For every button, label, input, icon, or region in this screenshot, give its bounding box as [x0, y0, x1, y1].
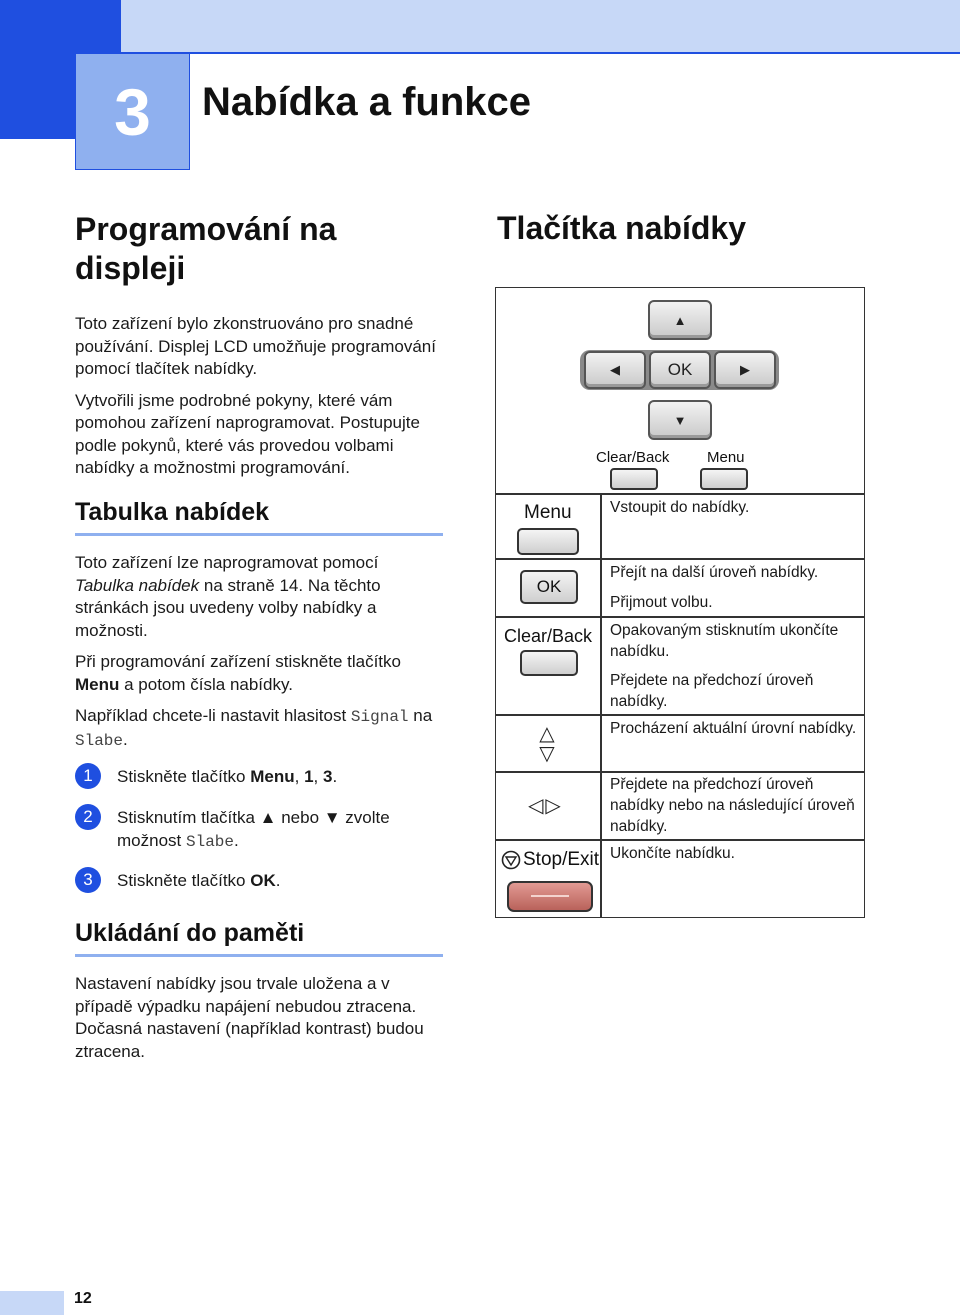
heading-line2: displeji	[75, 250, 186, 286]
pad-right-button[interactable]	[714, 351, 776, 389]
step-number-badge: 3	[75, 867, 101, 893]
page-number: 12	[74, 1290, 92, 1307]
menu-table-para1	[75, 552, 435, 642]
row-clear-back-desc1: Opakovaným stisknutím ukončíte nabídku.	[610, 622, 839, 660]
section-rule	[75, 533, 443, 536]
arrow-up-icon: ▲	[673, 312, 687, 328]
row-divider	[496, 558, 864, 560]
step-number-badge: 1	[75, 763, 101, 789]
section-programming	[75, 210, 455, 480]
pad-down-button[interactable]	[648, 400, 712, 440]
pad-menu-button[interactable]	[700, 468, 748, 490]
row-leftright-desc: Přejdete na předchozí úroveň nabídky nebo na následující úroveň nabídky.	[610, 776, 855, 835]
row-divider	[496, 616, 864, 618]
heading-line1: Programování na	[75, 211, 337, 247]
row-stop-exit-desc: Ukončíte nabídku.	[610, 845, 735, 862]
header-band-line	[121, 52, 960, 54]
row-divider	[496, 839, 864, 841]
text-bold: 3	[323, 767, 333, 786]
row-clear-back-desc2: Přejdete na předchozí úroveň nabídky.	[610, 672, 814, 710]
pad-left-button[interactable]	[584, 351, 646, 389]
text-run: .	[234, 830, 239, 850]
section-programming-heading	[75, 210, 455, 288]
text-run: Například chcete-li nastavit hlasitost	[75, 706, 351, 725]
arrow-left-icon: ◀	[610, 362, 620, 377]
text-run: ,	[313, 767, 323, 786]
pad-menu-label: Menu	[707, 449, 745, 466]
header-band-light	[121, 0, 960, 53]
row-updown-desc: Procházení aktuální úrovní nabídky.	[610, 720, 857, 737]
chapter-title: Nabídka a funkce	[202, 80, 532, 124]
section-memory	[75, 919, 443, 1063]
step-2-text	[117, 807, 447, 853]
text-run: Při programování zařízení stiskněte tlačítko	[75, 652, 401, 671]
text-run: Toto zařízení lze naprogramovat pomocí	[75, 553, 379, 572]
chapter-number-box	[75, 54, 190, 170]
text-bold: Menu	[250, 767, 295, 786]
text-run: .	[275, 871, 281, 890]
stop-exit-key-bar	[531, 895, 569, 897]
menu-table-para2	[75, 651, 443, 696]
section-rule	[75, 954, 443, 957]
row-ok-desc2: Přijmout volbu.	[610, 594, 713, 611]
text-run: Stisknutím tlačítka ▲ nebo ▼ zvolte možnost	[117, 808, 390, 850]
pad-up-button[interactable]	[648, 300, 712, 340]
section-memory-heading: Ukládání do paměti	[75, 919, 305, 947]
step-1	[75, 763, 101, 789]
section-programming-para1: Toto zařízení bylo zkonstruováno pro snadné používání. Displej LCD umožňuje programování pomocí tlačítek nabídky.	[75, 314, 436, 378]
menu-key[interactable]	[517, 528, 579, 555]
step-number-badge: 2	[75, 804, 101, 830]
row-divider	[496, 493, 864, 495]
section-menu-table	[75, 498, 443, 752]
pad-ok-label: OK	[667, 360, 693, 379]
menu-table-para3	[75, 705, 443, 752]
menu-table-link[interactable]: Tabulka nabídek	[75, 575, 200, 595]
stop-icon	[501, 850, 521, 870]
text-run: .	[123, 729, 128, 749]
stop-exit-key[interactable]	[507, 881, 593, 912]
left-right-arrows-label: ◁▷	[528, 795, 563, 817]
stop-icon-svg	[501, 850, 521, 870]
text-run: Stiskněte tlačítko	[117, 767, 251, 786]
row-divider	[496, 771, 864, 773]
chapter-number: 3	[114, 74, 151, 149]
up-down-arrows-icon	[536, 724, 558, 764]
arrow-down-icon: ▼	[673, 412, 687, 428]
text-run: na straně 14. Na těchto stránkách jsou uvedeny volby nabídky a možnosti.	[75, 575, 381, 640]
text-mono: Signal	[350, 708, 409, 726]
text-run: ,	[294, 767, 305, 786]
row-menu-desc: Vstoupit do nabídky.	[610, 499, 750, 516]
row-stop-exit-name: Stop/Exit	[523, 849, 600, 870]
step-3-text	[117, 870, 447, 893]
up-down-arrows-label: △▽	[539, 723, 555, 765]
pad-ok-button[interactable]	[649, 351, 711, 389]
row-menu-name: Menu	[524, 502, 572, 523]
pad-clear-back-label: Clear/Back	[596, 449, 670, 466]
text-run: Stiskněte tlačítko	[117, 871, 251, 890]
section-memory-para: Nastavení nabídky jsou trvale uložena a v případě výpadku napájení nebudou ztracena. Dočasná nastavení (například kontrast) budou ztracena.	[75, 974, 424, 1061]
column-divider	[600, 493, 602, 917]
pad-clear-back-button[interactable]	[610, 468, 658, 490]
ok-key-label: OK	[536, 577, 562, 596]
page-number-bar	[0, 1291, 64, 1315]
text-run: .	[332, 767, 338, 786]
step-2	[75, 804, 101, 830]
text-mono: Slabe	[185, 832, 234, 851]
section-programming-para2: Vytvořili jsme podrobné pokyny, které vám pomohou zařízení naprogramovat. Postupujte podle pokynů, které vás provedou volbami nabídky a možnostmi programování.	[75, 390, 420, 477]
row-divider	[496, 714, 864, 716]
text-run: a potom čísla nabídky.	[119, 674, 293, 694]
menu-buttons-heading: Tlačítka nabídky	[497, 210, 746, 246]
ok-key[interactable]	[520, 570, 578, 604]
row-clear-back-name: Clear/Back	[504, 626, 593, 646]
arrow-right-icon: ▶	[740, 362, 750, 377]
clear-back-key[interactable]	[520, 650, 578, 676]
text-bold: OK	[250, 871, 276, 890]
text-run: na	[408, 706, 433, 725]
text-bold: 1	[304, 767, 314, 786]
text-mono: Slabe	[75, 731, 124, 750]
menu-buttons-table	[495, 287, 865, 918]
left-right-arrows-icon	[528, 793, 563, 818]
text-bold: Menu	[75, 674, 120, 694]
step-1-text	[117, 766, 447, 789]
row-ok-desc1: Přejít na další úroveň nabídky.	[610, 564, 819, 581]
step-3	[75, 867, 101, 893]
section-menu-table-heading: Tabulka nabídek	[75, 498, 270, 526]
